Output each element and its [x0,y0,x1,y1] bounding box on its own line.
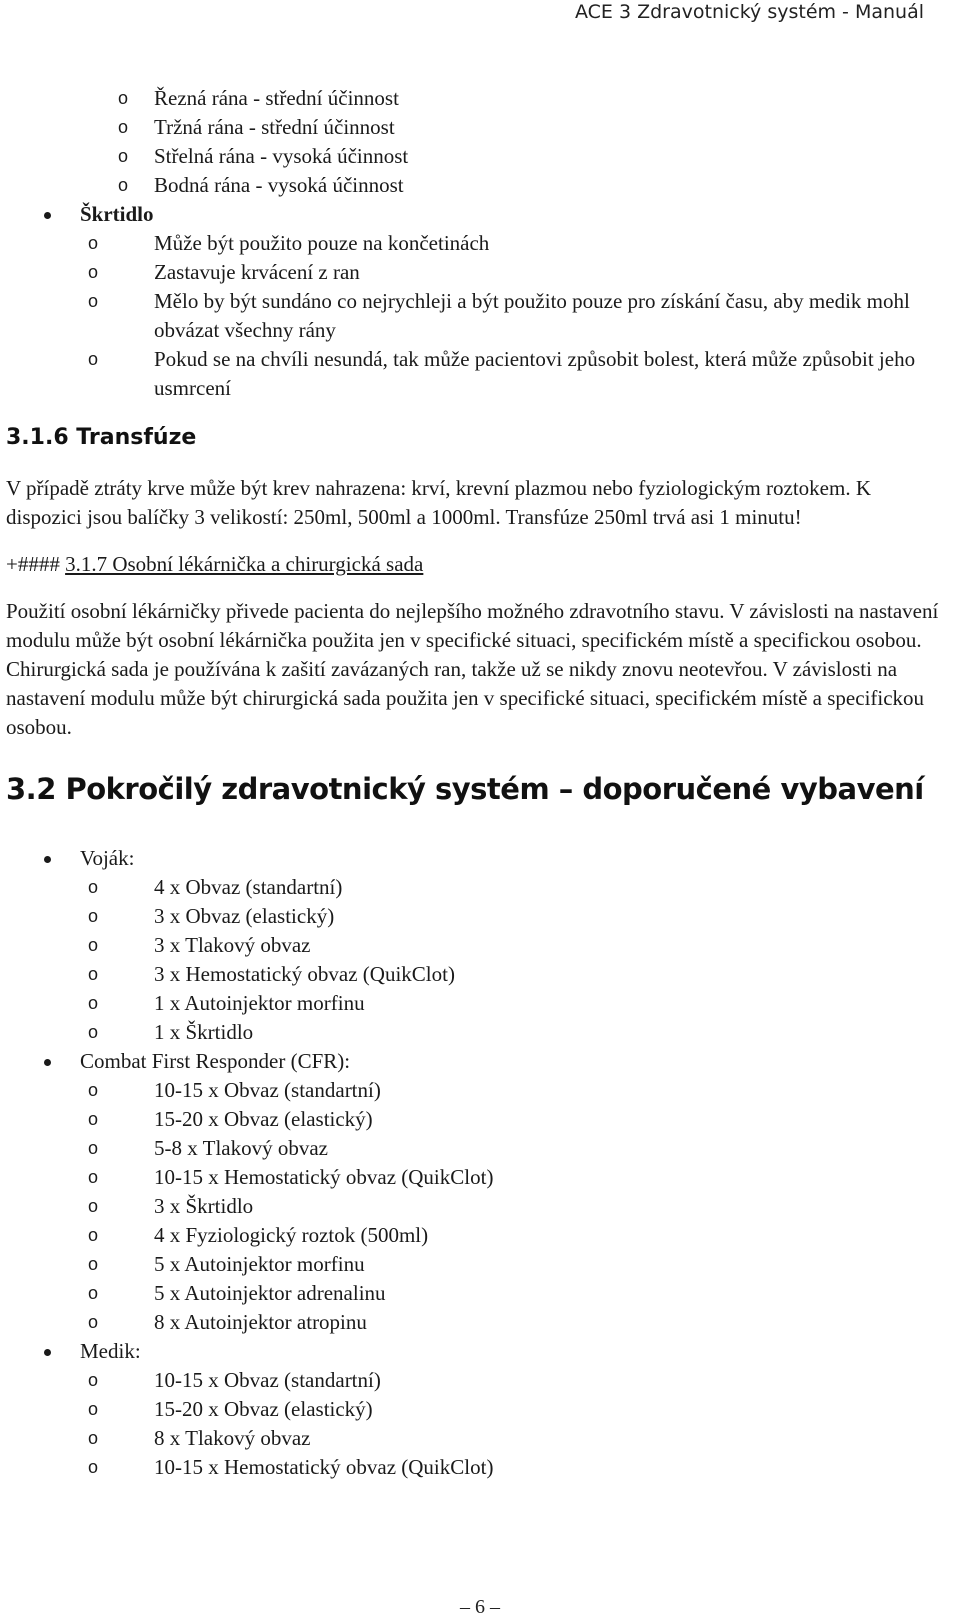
list-item: o 3 x Tlakový obvaz [80,931,946,960]
list-item: o 15-20 x Obvaz (elastický) [80,1105,946,1134]
transfusion-paragraph: V případě ztráty krve může být krev nahrazena: krví, krevní plazmou nebo fyziologickým roztokem. K dispozici jsou balíčky 3 velikostí: 250ml, 500ml a 1000ml. Transfúze 250ml trvá asi 1 minutu! [6,476,871,529]
list-item: o Pokud se na chvíli nesundá, tak může pacientovi způsobit bolest, která může způsobit jeho usmrcení [80,345,946,403]
cfr-title: Combat First Responder (CFR): [80,1049,351,1073]
list-item: o Zastavuje krvácení z ran [80,258,946,287]
list-item: o 1 x Autoinjektor morfinu [80,989,946,1018]
soldier-sublist [80,873,946,1047]
list-item: o 5 x Autoinjektor adrenalinu [80,1279,946,1308]
list-item: o 10-15 x Obvaz (standartní) [80,1076,946,1105]
list-item: o Může být použito pouze na končetinách [80,229,946,258]
cfr-item [6,1047,946,1337]
list-item: o 10-15 x Obvaz (standartní) [80,1366,946,1395]
list-item: o 10-15 x Hemostatický obvaz (QuikClot) [80,1163,946,1192]
medic-sublist [80,1366,946,1482]
list-item: o Bodná rána - vysoká účinnost [6,171,946,200]
advanced-heading: 3.2 Pokročilý zdravotnický systém – doporučené vybavení [6,772,924,806]
list-item: o 4 x Obvaz (standartní) [80,873,946,902]
page-number: – 6 – [460,1596,500,1618]
cfr-sublist [80,1076,946,1337]
running-header: ACE 3 Zdravotnický systém - Manuál [575,1,924,23]
list-item: o 10-15 x Hemostatický obvaz (QuikClot) [80,1453,946,1482]
wound-effectiveness-list [6,84,946,200]
list-item: o 5-8 x Tlakový obvaz [80,1134,946,1163]
medkit-heading-link[interactable]: 3.1.7 Osobní lékárnička a chirurgická sada [65,552,424,576]
list-item: o 3 x Obvaz (elastický) [80,902,946,931]
list-item: o 8 x Autoinjektor atropinu [80,1308,946,1337]
medkit-heading [6,550,946,579]
list-item: o 4 x Fyziologický roztok (500ml) [80,1221,946,1250]
medic-item [6,1337,946,1482]
page-content [6,84,946,1482]
tourniquet-list [6,200,946,403]
list-item: o 5 x Autoinjektor morfinu [80,1250,946,1279]
medic-title: Medik: [80,1339,141,1363]
tourniquet-title: Škrtidlo [80,202,154,226]
tourniquet-sublist [80,229,946,403]
list-item: o 3 x Hemostatický obvaz (QuikClot) [80,960,946,989]
list-item: o 15-20 x Obvaz (elastický) [80,1395,946,1424]
soldier-item [6,844,946,1047]
tourniquet-item [6,200,946,403]
equipment-list [6,844,946,1482]
markdown-prefix: +#### [6,552,66,576]
list-item: o 1 x Škrtidlo [80,1018,946,1047]
soldier-title: Voják: [80,846,135,870]
list-item: o Řezná rána - střední účinnost [6,84,946,113]
list-item: o Tržná rána - střední účinnost [6,113,946,142]
transfusion-heading: 3.1.6 Transfúze [6,425,197,450]
list-item: o Mělo by být sundáno co nejrychleji a být použito pouze pro získání času, aby medik mohl obvázat všechny rány [80,287,946,345]
medkit-paragraph: Použití osobní lékárničky přivede pacienta do nejlepšího možného zdravotního stavu. V závislosti na nastavení modulu může být osobní lékárnička použita jen v specifické situaci, specifickém místě a specifickou osobou. Chirurgická sada je používána k zašití zavázaných ran, takže už se nikdy znovu neotevřou. V závislosti na nastavení modulu může být chirurgická sada použita jen v specifické situaci, specifickém místě a specifickou osobou. [6,599,939,739]
list-item: o 8 x Tlakový obvaz [80,1424,946,1453]
list-item: o Střelná rána - vysoká účinnost [6,142,946,171]
list-item: o 3 x Škrtidlo [80,1192,946,1221]
